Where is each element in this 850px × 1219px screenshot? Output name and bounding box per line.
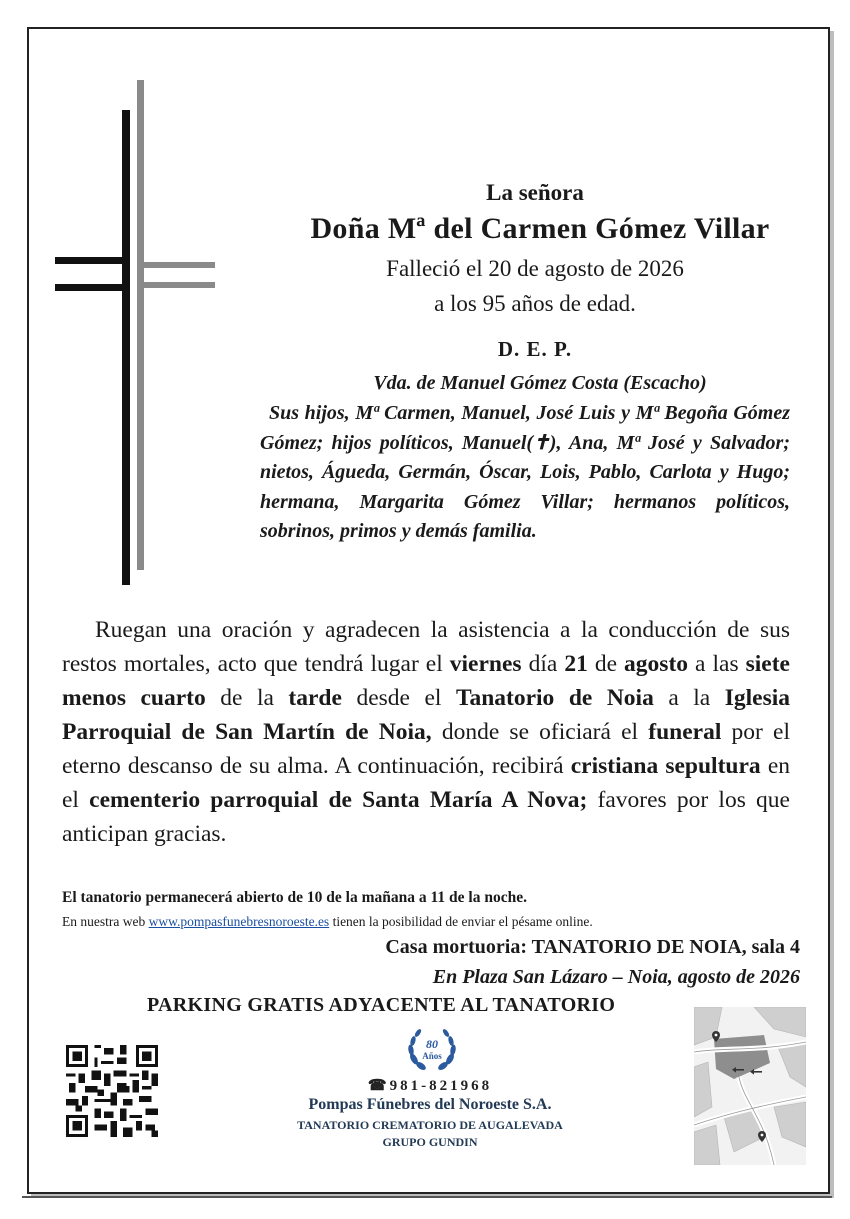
website-link[interactable]: www.pompasfunebresnoroeste.es: [148, 914, 330, 929]
place-date: En Plaza San Lázaro – Noia, agosto de 2026: [432, 966, 800, 988]
intro-label: La señora: [486, 180, 584, 205]
death-date: Falleció el 20 de agosto de 2026: [386, 256, 684, 281]
widow-line: Vda. de Manuel Gómez Costa (Escacho): [373, 372, 707, 394]
funeral-home: Casa mortuoria: TANATORIO DE NOIA, sala 4: [385, 936, 800, 958]
qr-code[interactable]: [66, 1045, 158, 1137]
company-subline-1: TANATORIO CREMATORIO DE AUGALEVADA: [297, 1118, 563, 1132]
company-subline-2: GRUPO GUNDIN: [382, 1135, 478, 1149]
badge-word: Años: [422, 1051, 442, 1061]
web-suffix: tienen la posibilidad de enviar el pésame online.: [329, 914, 593, 929]
opening-hours: El tanatorio permanecerá abierto de 10 de la mañana a 11 de la noche.: [62, 889, 527, 906]
parking-notice: PARKING GRATIS ADYACENTE AL TANATORIO: [147, 994, 616, 1016]
bottom-rule: [22, 1196, 832, 1198]
laurel-badge-icon: [405, 1023, 459, 1077]
company-name: Pompas Fúnebres del Noroeste S.A.: [308, 1096, 552, 1113]
rip-label: D. E. P.: [497, 337, 573, 361]
location-map[interactable]: [694, 1007, 806, 1165]
ceremony-paragraph: Ruegan una oración y agradecen la asistencia a la conducción de sus restos mortales, acto que tendrá lugar el viernes día 21 de agosto a las siete menos cuarto de la tarde desde el Tanatorio de Noia a la Iglesia Parroquial de San Martín de Noia, donde se oficiará el funeral por el eterno descanso de su alma. A continuación, recibirá cristiana sepultura en el cementerio parroquial de Santa María A Nova; favores por los que anticipan gracias.: [62, 617, 791, 847]
cross-icon: [55, 80, 220, 590]
web-prefix: En nuestra web: [62, 914, 149, 929]
badge-number: 80: [426, 1037, 438, 1051]
deceased-name: Doña Mª del Carmen Gómez Villar: [310, 212, 770, 245]
phone-number[interactable]: ☎981-821968: [367, 1078, 493, 1094]
family-paragraph: Sus hijos, Mª Carmen, Manuel, José Luis y Mª Begoña Gómez Gómez; hijos políticos, Manuel(✝), Ana, Mª José y Salvador; nietos, Águeda, Germán, Óscar, Lois, Pablo, Carlota y Hugo; hermana, Margarita Gómez Villar; hermanos políticos, sobrinos, primos y demás familia.: [260, 402, 790, 542]
age-line: a los 95 años de edad.: [434, 291, 636, 316]
web-line: [62, 914, 593, 930]
